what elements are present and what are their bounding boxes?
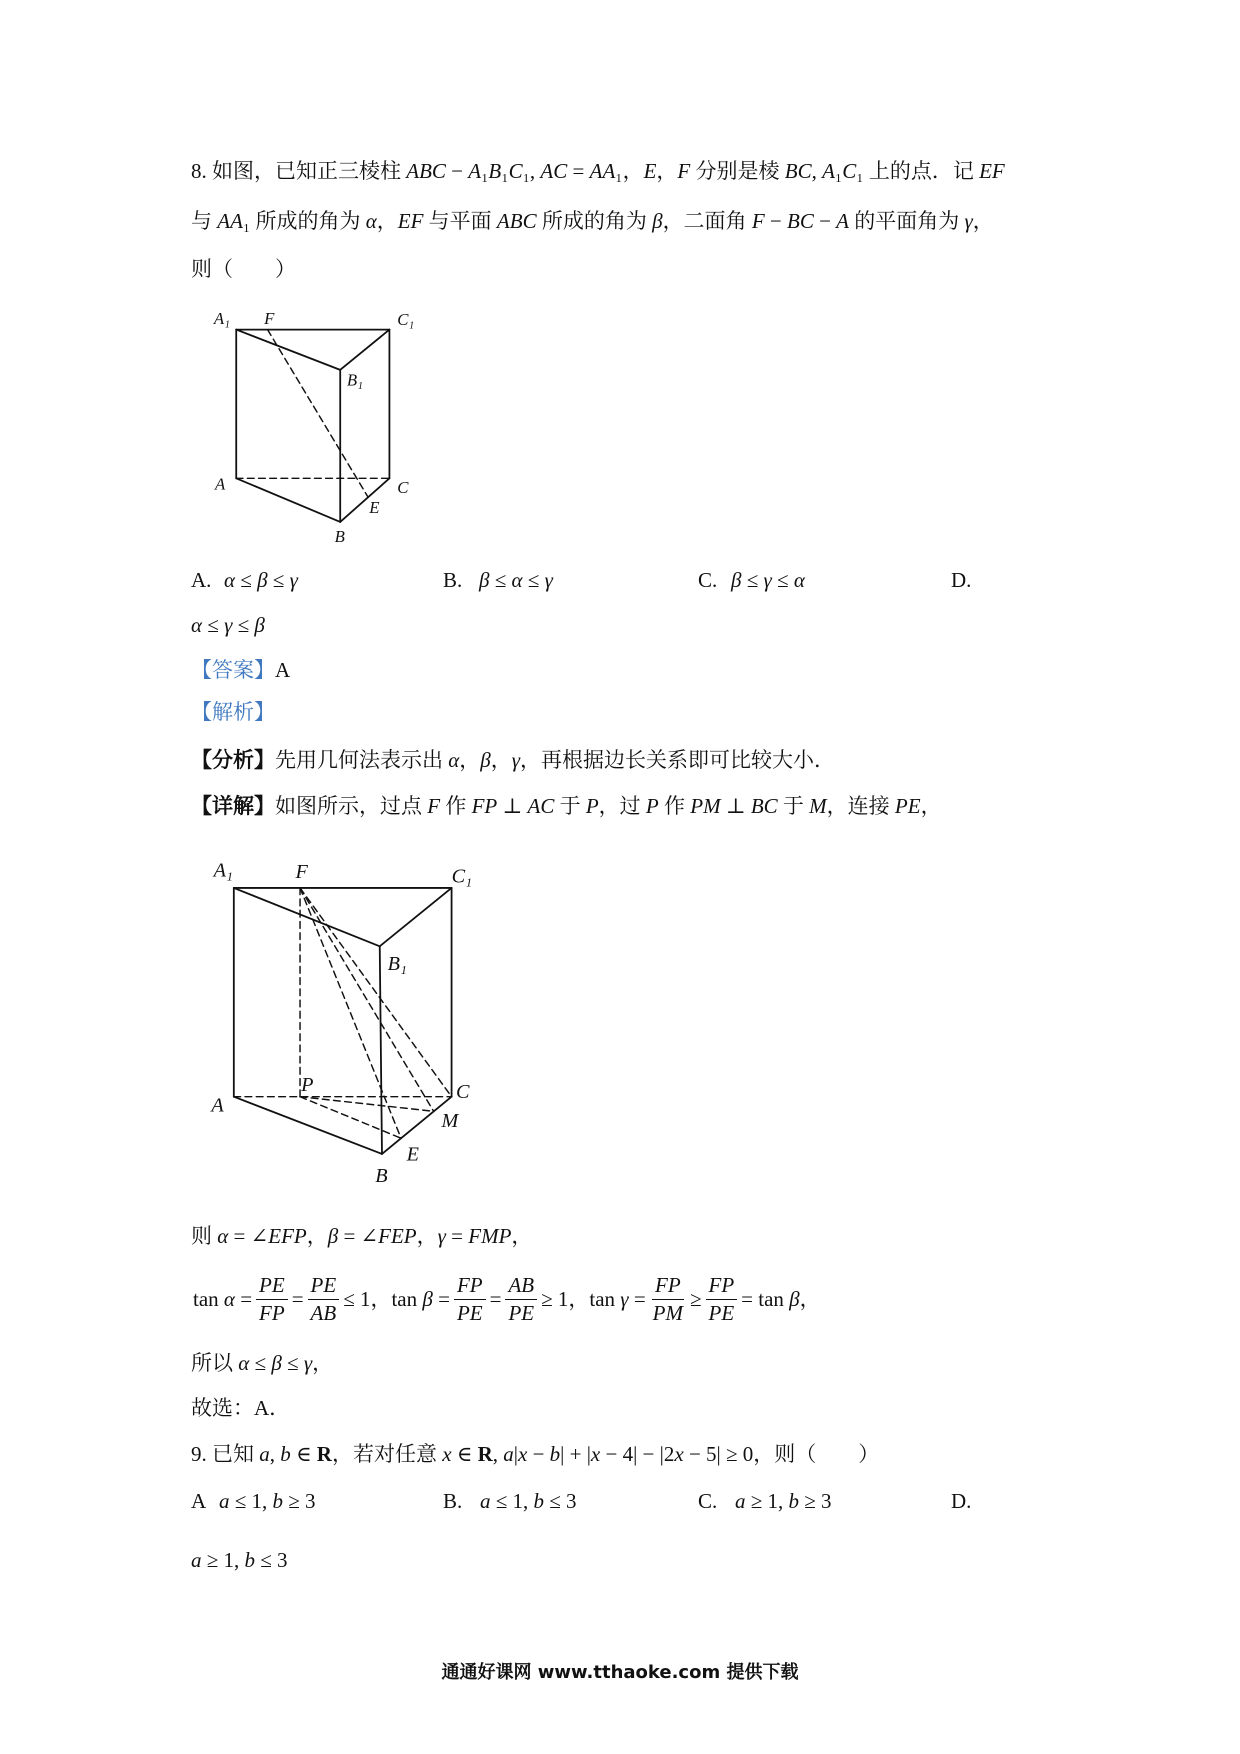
dashed-segment-f-e <box>300 888 401 1138</box>
vertex-label-b: B <box>375 1165 388 1188</box>
vertex-label-a1: A₁ <box>213 859 233 882</box>
choice-line: 故选：A． <box>191 1396 291 1420</box>
tan-gamma-label: ≥ 1，tan γ = <box>541 1287 646 1311</box>
denominator: PE <box>456 1300 483 1325</box>
numerator: FP <box>652 1272 684 1300</box>
q9-option-d-letter: D. <box>951 1489 972 1513</box>
vertex-label-b1: B₁ <box>387 952 407 975</box>
jiexi-tag: 【解析】 <box>191 700 275 724</box>
vertex-label-c: C <box>456 1080 470 1103</box>
answer-value: A <box>275 658 291 682</box>
numerator: AB <box>505 1272 537 1300</box>
q8-option-b-letter: B. <box>443 568 463 592</box>
denominator: AB <box>310 1300 337 1325</box>
tan-alpha-label: tan α = <box>193 1287 253 1311</box>
edge-b-c <box>340 478 389 522</box>
vertex-label-f: F <box>264 309 275 329</box>
fraction-pe-over-ab <box>308 1272 340 1327</box>
q8-option-c-letter: C. <box>698 568 718 592</box>
q8-stem-line-1: 8. 如图，已知正三棱柱 ABC − A₁B₁C₁, AC = AA₁，E，F 分别是棱 BC, A₁C₁ 上的点．记 EF <box>191 159 1005 183</box>
dashed-segment-p-m <box>300 1097 434 1112</box>
q9-option-b-text: a ≤ 1, b ≤ 3 <box>480 1489 577 1513</box>
q9-stem: 9. 已知 a, b ∈ R，若对任意 x ∈ R, a|x − b| + |x − 4| − |2x − 5| ≥ 0，则（ ） <box>191 1442 880 1466</box>
dashed-segment-f-e <box>268 330 369 498</box>
edge-b1-c1 <box>340 330 389 370</box>
q8-stem-line-3: 则（ ） <box>191 257 296 281</box>
q8-option-d-text: α ≤ γ ≤ β <box>191 613 265 637</box>
vertex-label-c1: C₁ <box>451 865 473 888</box>
answer-tag: 【答案】 <box>191 658 275 682</box>
vertex-label-a1: A₁ <box>213 309 230 329</box>
tan-beta-label: ≤ 1，tan β = <box>343 1287 450 1311</box>
q8-fenxi-line <box>191 746 835 774</box>
edge-a-b <box>236 478 340 522</box>
fraction-fp-over-pe <box>454 1272 486 1327</box>
figure-prism-2 <box>208 853 483 1190</box>
vertex-label-p: P <box>301 1074 314 1097</box>
fenxi-text: 先用几何法表示出 α，β，γ，再根据边长关系即可比较大小． <box>275 748 836 772</box>
q8-xiangjie-line <box>191 792 942 820</box>
numerator: PE <box>308 1272 340 1300</box>
fraction-fp-over-pe-2 <box>706 1272 738 1327</box>
vertex-label-c: C <box>397 477 409 497</box>
q8-option-b-text: β ≤ α ≤ γ <box>479 568 553 592</box>
q9-option-d-text: a ≥ 1, b ≤ 3 <box>191 1548 288 1572</box>
q8-stem-line-2: 与 AA₁ 所成的角为 α，EF 与平面 ABC 所成的角为 β，二面角 F − BC − A 的平面角为 γ， <box>191 209 994 233</box>
edge-a-b <box>234 1097 382 1154</box>
vertex-label-e: E <box>406 1143 420 1166</box>
vertex-label-a: A <box>214 474 226 494</box>
numerator: PE <box>256 1272 288 1300</box>
edge-b1-b <box>380 946 382 1154</box>
vertex-label-c1: C₁ <box>397 310 415 330</box>
q9-option-b-letter: B. <box>443 1489 463 1513</box>
vertex-label-e: E <box>369 497 380 517</box>
q8-answer-line <box>191 656 290 684</box>
page-footer: 通通好课网 www.tthaoke.com 提供下载 <box>441 1662 799 1683</box>
equals-sign: = <box>489 1287 502 1311</box>
q9-option-c-text: a ≥ 1, b ≥ 3 <box>735 1489 832 1513</box>
q9-option-c-letter: C. <box>698 1489 718 1513</box>
fraction-ab-over-pe <box>505 1272 537 1327</box>
fenxi-tag: 【分析】 <box>191 748 275 772</box>
tangent-comparison-line <box>193 1262 821 1336</box>
q8-option-a-text: α ≤ β ≤ γ <box>224 568 298 592</box>
figure-prism-1 <box>208 305 421 551</box>
dashed-segment-f-m <box>300 888 434 1111</box>
fraction-pe-over-fp <box>256 1272 288 1327</box>
fraction-fp-over-pm <box>650 1272 686 1327</box>
vertex-label-f: F <box>295 860 308 883</box>
q8-option-c-text: β ≤ γ ≤ α <box>731 568 805 592</box>
q9-option-a-text: a ≤ 1, b ≥ 3 <box>219 1489 316 1513</box>
angle-definitions: 则 α = ∠EFP，β = ∠FEP，γ = FMP， <box>191 1224 533 1248</box>
equals-sign: = <box>291 1287 304 1311</box>
edge-b1-c1 <box>380 888 452 946</box>
greater-equal-sign: ≥ <box>689 1287 702 1311</box>
vertex-label-m: M <box>441 1110 459 1133</box>
tan-beta-result: = tan β， <box>741 1287 821 1311</box>
numerator: FP <box>706 1272 738 1300</box>
q8-option-a-letter: A. <box>191 568 212 592</box>
vertex-label-b: B <box>334 527 345 547</box>
denominator: PM <box>652 1300 683 1325</box>
numerator: FP <box>454 1272 486 1300</box>
xiangjie-text: 如图所示，过点 F 作 FP ⊥ AC 于 P，过 P 作 PM ⊥ BC 于 M，连接 PE， <box>275 794 942 818</box>
dashed-segment-f-c <box>300 888 452 1097</box>
xiangjie-tag: 【详解】 <box>191 794 275 818</box>
conclusion-line: 所以 α ≤ β ≤ γ， <box>191 1351 334 1375</box>
q8-option-d-letter: D. <box>951 568 972 592</box>
denominator: PE <box>508 1300 535 1325</box>
denominator: PE <box>708 1300 735 1325</box>
vertex-label-b1: B₁ <box>346 370 364 390</box>
q9-option-a-letter: A <box>191 1489 207 1513</box>
vertex-label-a: A <box>211 1094 224 1117</box>
denominator: FP <box>259 1300 285 1325</box>
